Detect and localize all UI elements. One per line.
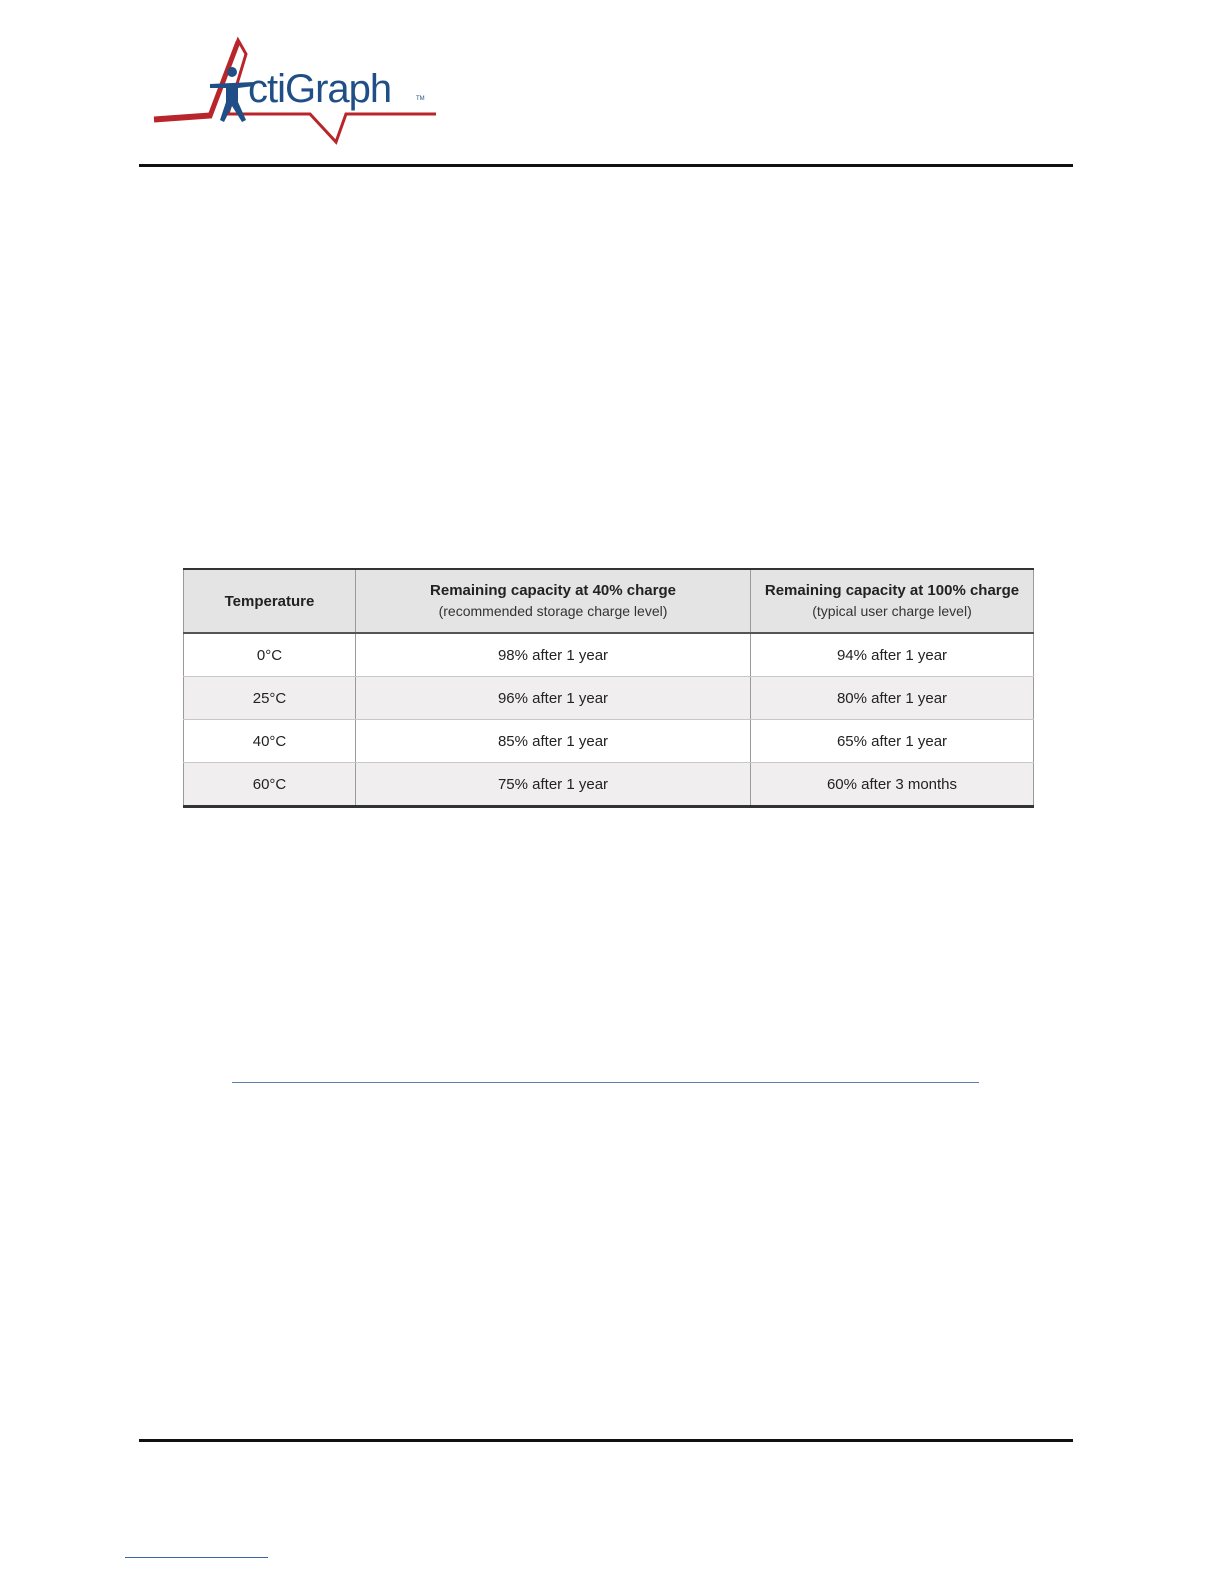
footer-link-underline[interactable] — [125, 1557, 268, 1558]
table-row — [184, 763, 1034, 807]
cell-capacity-40: 75% after 1 year — [356, 763, 751, 807]
cell-capacity-40: 98% after 1 year — [356, 633, 751, 677]
hyperlink-underline[interactable] — [232, 1082, 979, 1083]
header-rule — [139, 164, 1073, 167]
header-capacity-100: Remaining capacity at 100% charge (typical user charge level) — [751, 569, 1034, 633]
cell-capacity-100: 94% after 1 year — [751, 633, 1034, 677]
table-row — [184, 633, 1034, 677]
battery-capacity-table — [183, 568, 1034, 808]
battery-capacity-table-wrapper — [183, 568, 1033, 808]
footer-rule — [139, 1439, 1073, 1442]
cell-temperature: 60°C — [184, 763, 356, 807]
cell-capacity-100: 60% after 3 months — [751, 763, 1034, 807]
header-temperature: Temperature — [184, 569, 356, 633]
table-header-row — [184, 569, 1034, 633]
cell-temperature: 40°C — [184, 720, 356, 763]
cell-capacity-100: 65% after 1 year — [751, 720, 1034, 763]
actigraph-logo — [150, 34, 440, 148]
cell-capacity-40: 85% after 1 year — [356, 720, 751, 763]
cell-temperature: 25°C — [184, 677, 356, 720]
header-capacity-40: Remaining capacity at 40% charge (recommended storage charge level) — [356, 569, 751, 633]
cell-capacity-100: 80% after 1 year — [751, 677, 1034, 720]
table-row — [184, 720, 1034, 763]
logo-trademark: TM — [416, 96, 425, 102]
table-row — [184, 677, 1034, 720]
cell-capacity-40: 96% after 1 year — [356, 677, 751, 720]
logo-wordmark: ctiGraph — [248, 67, 392, 111]
cell-temperature: 0°C — [184, 633, 356, 677]
